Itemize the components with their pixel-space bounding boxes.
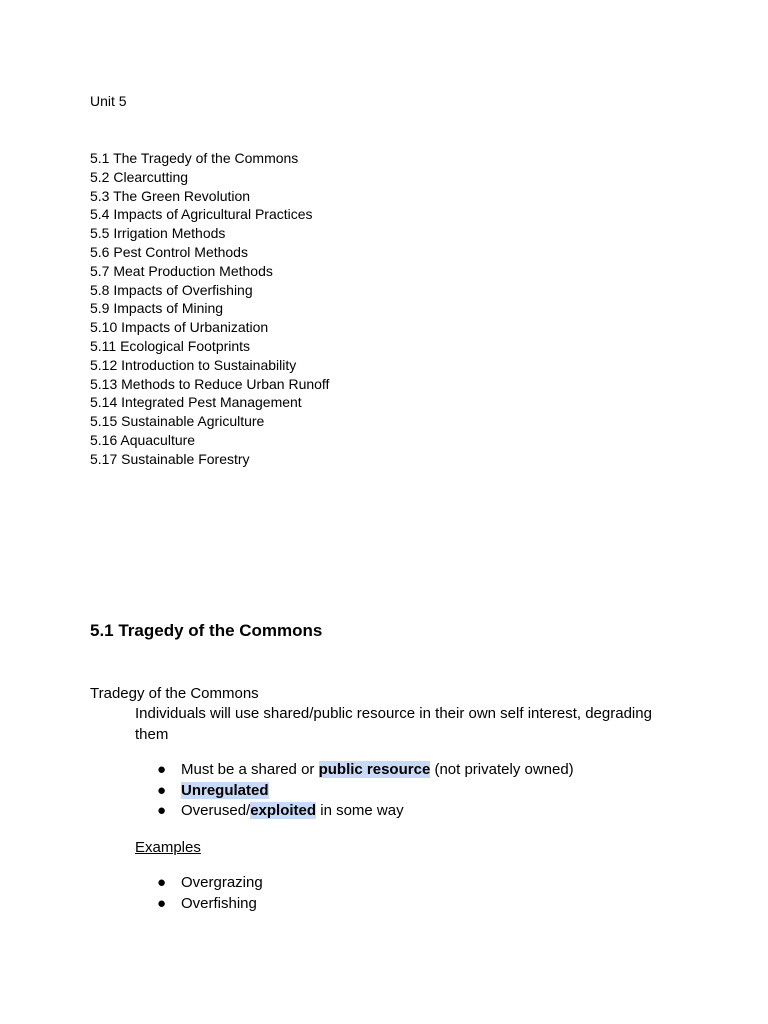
property-list <box>135 760 574 822</box>
text-before: Must be a shared or <box>181 761 319 778</box>
toc-item: 5.14 Integrated Pest Management <box>90 394 302 411</box>
bullet-icon: ● <box>157 874 167 891</box>
bullet-icon: ● <box>157 894 167 912</box>
section-heading: 5.1 Tragedy of the Commons <box>90 621 323 640</box>
term-definition: Individuals will use shared/public resource in their own self interest, degrading them <box>135 705 652 743</box>
toc-item: 5.8 Impacts of Overfishing <box>90 281 253 298</box>
examples-list <box>135 873 263 914</box>
example-text: Overfishing <box>181 894 257 912</box>
text-after: in some way <box>316 802 404 819</box>
text-after: (not privately owned) <box>430 761 574 778</box>
toc-item: 5.2 Clearcutting <box>90 168 189 185</box>
list-item <box>135 801 574 822</box>
toc-item: 5.15 Sustainable Agriculture <box>90 413 265 430</box>
toc-item: 5.9 Impacts of Mining <box>90 300 224 317</box>
toc-item: 5.6 Pest Control Methods <box>90 243 248 260</box>
list-item <box>135 894 263 915</box>
list-item <box>135 781 574 802</box>
highlighted-term: exploited <box>250 802 317 819</box>
example-text: Overgrazing <box>181 874 263 891</box>
toc-item: 5.4 Impacts of Agricultural Practices <box>90 206 313 223</box>
toc-item: 5.3 The Green Revolution <box>90 187 251 204</box>
toc-item: 5.10 Impacts of Urbanization <box>90 319 269 336</box>
bullet-icon: ● <box>157 761 167 778</box>
highlighted-term: Unregulated <box>181 781 269 799</box>
bullet-icon: ● <box>157 781 167 799</box>
highlighted-term: public resource <box>318 761 431 778</box>
term-title: Tradegy of the Commons <box>90 685 259 702</box>
toc-item: 5.16 Aquaculture <box>90 431 196 448</box>
unit-label: Unit 5 <box>90 93 127 109</box>
list-item <box>135 873 263 894</box>
toc-item: 5.12 Introduction to Sustainability <box>90 356 297 373</box>
toc-item: 5.17 Sustainable Forestry <box>90 450 250 467</box>
toc-item: 5.5 Irrigation Methods <box>90 225 226 242</box>
list-item <box>135 760 574 781</box>
table-of-contents <box>90 149 329 469</box>
toc-item: 5.7 Meat Production Methods <box>90 262 273 279</box>
bullet-icon: ● <box>157 802 167 819</box>
toc-item: 5.11 Ecological Footprints <box>90 337 251 354</box>
text-before: Overused/ <box>181 802 251 819</box>
toc-item: 5.13 Methods to Reduce Urban Runoff <box>90 375 330 392</box>
examples-label: Examples <box>135 839 201 856</box>
toc-item: 5.1 The Tragedy of the Commons <box>90 150 299 166</box>
